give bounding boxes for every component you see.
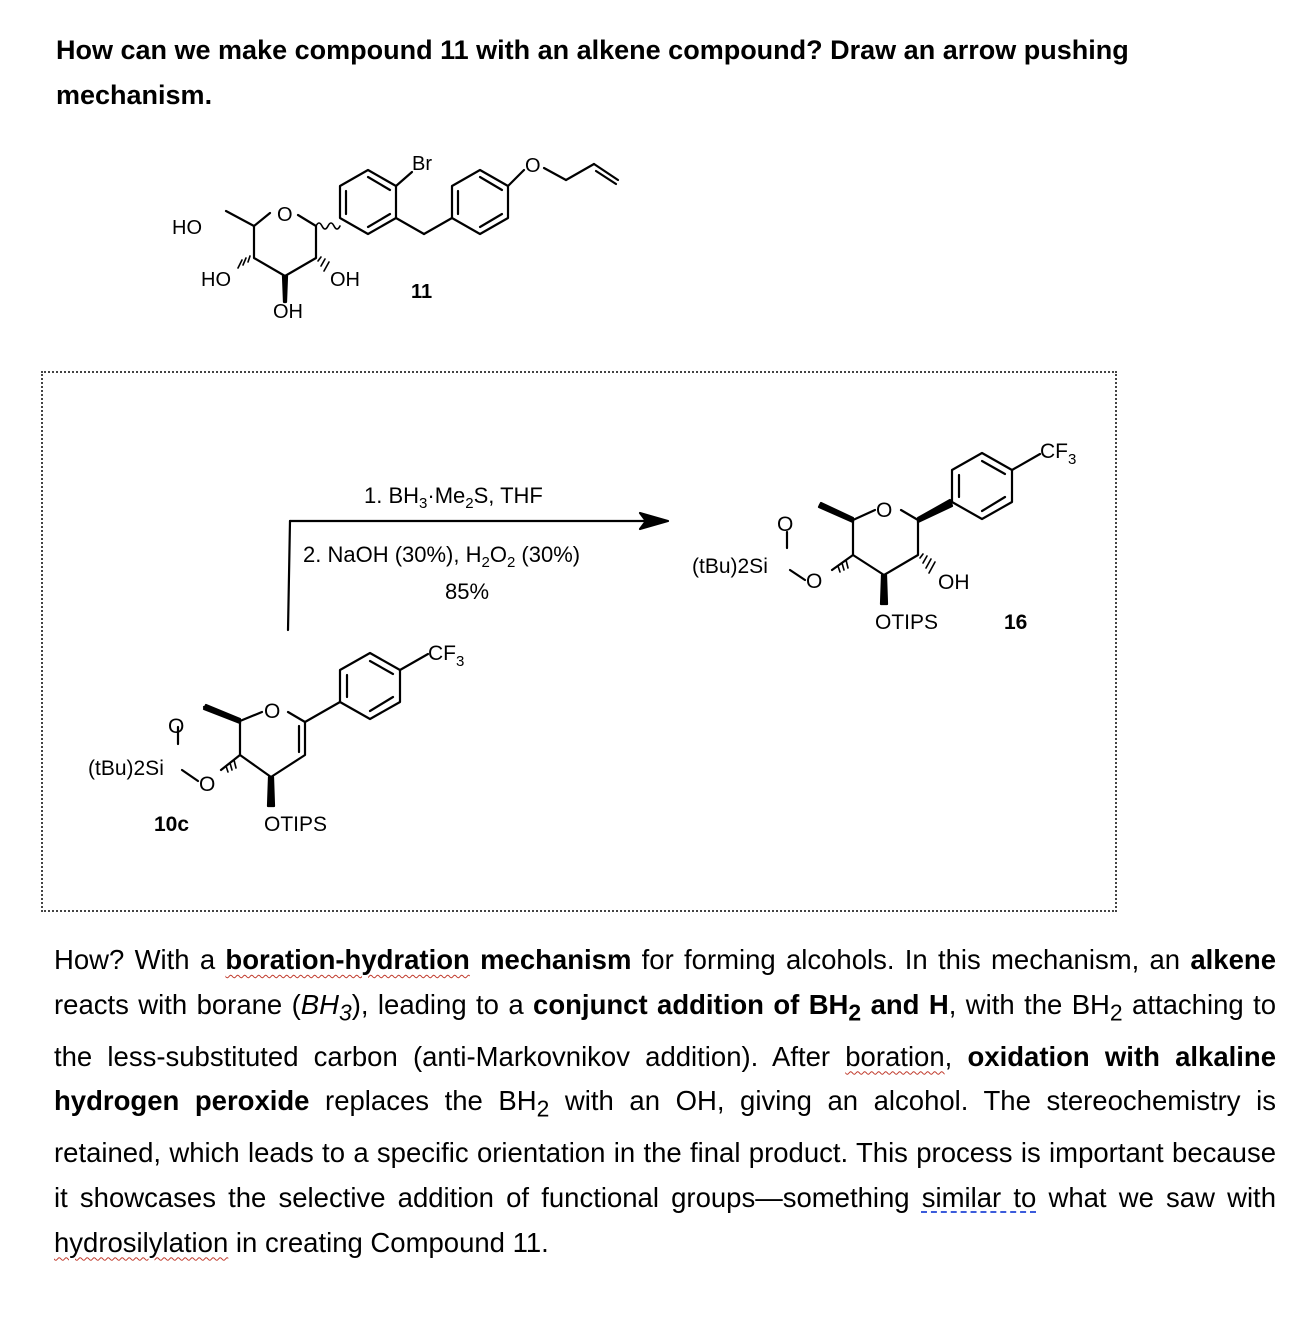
oh-label-16: OH — [938, 571, 970, 594]
compound-11-label: 11 — [411, 281, 433, 303]
ring-o-label-16: O — [876, 499, 893, 522]
reagent-step1: 1. $BH_3\cdot Me_2S$, THF — [364, 483, 543, 512]
acetal-o-top-16: O — [777, 513, 794, 536]
acetal-o-bottom-16: O — [806, 570, 823, 593]
ring-o-label-10c: O — [264, 700, 281, 723]
ho-mid-label: HO — [201, 269, 231, 291]
reagent-step2: 2. NaOH (30%), $H_2O_2$ (30%) — [303, 542, 581, 571]
compound-10c-structure — [178, 653, 428, 806]
oh-bottom-label: OH — [273, 301, 303, 323]
reaction-yield: 85% — [445, 579, 490, 604]
cf3-label-10c: $CF_3$ — [428, 642, 465, 670]
question-text: How can we make compound 11 with an alkene compound? Draw an arrow pushing mechanism. — [56, 35, 1129, 110]
spell-flag-boration-hydration: boration-hydration — [225, 944, 470, 975]
si-group-10c: (tBu)2Si — [88, 757, 164, 780]
ring-o-label-11: O — [277, 204, 293, 226]
otips-label-16: OTIPS — [875, 611, 939, 634]
oh-right-label: OH — [330, 269, 360, 291]
br-label: Br — [412, 153, 432, 175]
allyl-o-label: O — [525, 155, 541, 177]
grammar-flag-similar-to: similar to — [921, 1181, 1037, 1213]
spell-flag-hydrosilylation: hydrosilylation — [54, 1226, 229, 1258]
si-group-16: (tBu)2Si — [692, 555, 768, 578]
answer-paragraph: How? With a boration-hydration mechanism for forming alcohols. In this mechanism, an alkene reacts with borane $(BH_3)$, leading to a conjunct addition of $BH_2$ and H, with the $BH_2$ attaching to the less-substituted carbon (anti-Markovnikov addition). After boration, oxidation with alkaline hydrogen peroxide replaces the $BH_2$ with an OH, giving an alcohol. The stereochemistry is retained, which leads to a specific orientation in the final product. This process is important because it showcases the selective addition of functional groups—something similar to what we saw with hydrosilylation in creating Compound 11. — [54, 944, 1276, 1258]
spell-flag-boration: boration — [845, 1040, 945, 1072]
compound-10c-label: 10c — [154, 813, 190, 836]
compound-16-label: 16 — [1004, 611, 1028, 634]
acetal-o-top-10c: O — [168, 715, 185, 738]
cf3-label-16: $CF_3$ — [1040, 440, 1077, 468]
compound-16-structure — [787, 453, 1040, 604]
ho-top-label: HO — [172, 217, 202, 239]
acetal-o-bottom-10c: O — [199, 773, 216, 796]
otips-label-10c: OTIPS — [264, 813, 328, 836]
